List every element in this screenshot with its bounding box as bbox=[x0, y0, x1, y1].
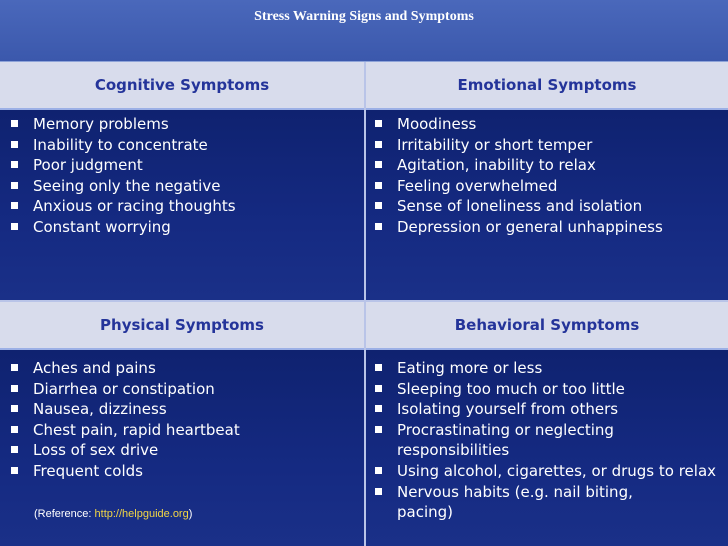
header-emotional: Emotional Symptoms bbox=[366, 62, 728, 108]
list-item: Inability to concentrate bbox=[0, 135, 236, 156]
square-bullet-icon bbox=[11, 364, 18, 371]
square-bullet-icon bbox=[11, 467, 18, 474]
square-bullet-icon bbox=[11, 446, 18, 453]
square-bullet-icon bbox=[375, 141, 382, 148]
square-bullet-icon bbox=[11, 223, 18, 230]
list-item: Poor judgment bbox=[0, 155, 236, 176]
list-item: Moodiness bbox=[364, 114, 663, 135]
list-item: Agitation, inability to relax bbox=[364, 155, 663, 176]
square-bullet-icon bbox=[375, 182, 382, 189]
list-item: Nausea, dizziness bbox=[0, 399, 240, 420]
list-item: Using alcohol, cigarettes, or drugs to relax bbox=[364, 461, 724, 482]
list-item: Constant worrying bbox=[0, 217, 236, 238]
square-bullet-icon bbox=[375, 223, 382, 230]
square-bullet-icon bbox=[11, 161, 18, 168]
list-item: Feeling overwhelmed bbox=[364, 176, 663, 197]
list-item: Memory problems bbox=[0, 114, 236, 135]
square-bullet-icon bbox=[375, 161, 382, 168]
physical-list bbox=[0, 358, 240, 482]
square-bullet-icon bbox=[11, 120, 18, 127]
square-bullet-icon bbox=[375, 364, 382, 371]
square-bullet-icon bbox=[375, 426, 382, 433]
list-item: Irritability or short temper bbox=[364, 135, 663, 156]
slide-title: Stress Warning Signs and Symptoms bbox=[254, 9, 474, 24]
square-bullet-icon bbox=[375, 488, 382, 495]
list-item: Isolating yourself from others bbox=[364, 399, 728, 420]
title-bar bbox=[0, 0, 728, 62]
list-item: Seeing only the negative bbox=[0, 176, 236, 197]
list-item: Anxious or racing thoughts bbox=[0, 196, 236, 217]
reference-link[interactable]: http://helpguide.org bbox=[94, 508, 189, 520]
list-item: Chest pain, rapid heartbeat bbox=[0, 420, 240, 441]
header-cognitive: Cognitive Symptoms bbox=[0, 62, 364, 108]
square-bullet-icon bbox=[375, 385, 382, 392]
emotional-list bbox=[364, 114, 663, 238]
square-bullet-icon bbox=[11, 405, 18, 412]
list-item: Sense of loneliness and isolation bbox=[364, 196, 663, 217]
square-bullet-icon bbox=[375, 405, 382, 412]
behavioral-list bbox=[364, 358, 728, 523]
square-bullet-icon bbox=[11, 426, 18, 433]
list-item: Loss of sex drive bbox=[0, 440, 240, 461]
square-bullet-icon bbox=[11, 202, 18, 209]
list-item: Procrastinating or neglecting responsibilities bbox=[364, 420, 694, 461]
list-item: Aches and pains bbox=[0, 358, 240, 379]
square-bullet-icon bbox=[375, 467, 382, 474]
row-divider bbox=[0, 300, 728, 302]
list-item: Eating more or less bbox=[364, 358, 728, 379]
header-behavioral: Behavioral Symptoms bbox=[366, 302, 728, 348]
cognitive-list bbox=[0, 114, 236, 238]
list-item: Sleeping too much or too little bbox=[364, 379, 728, 400]
square-bullet-icon bbox=[375, 120, 382, 127]
list-item: Frequent colds bbox=[0, 461, 240, 482]
square-bullet-icon bbox=[375, 202, 382, 209]
list-item: Depression or general unhappiness bbox=[364, 217, 663, 238]
header-physical: Physical Symptoms bbox=[0, 302, 364, 348]
list-item: Diarrhea or constipation bbox=[0, 379, 240, 400]
list-item: Nervous habits (e.g. nail biting, pacing) bbox=[364, 482, 684, 523]
square-bullet-icon bbox=[11, 385, 18, 392]
square-bullet-icon bbox=[11, 182, 18, 189]
square-bullet-icon bbox=[11, 141, 18, 148]
reference-note: (Reference: http://helpguide.org) bbox=[34, 508, 193, 520]
